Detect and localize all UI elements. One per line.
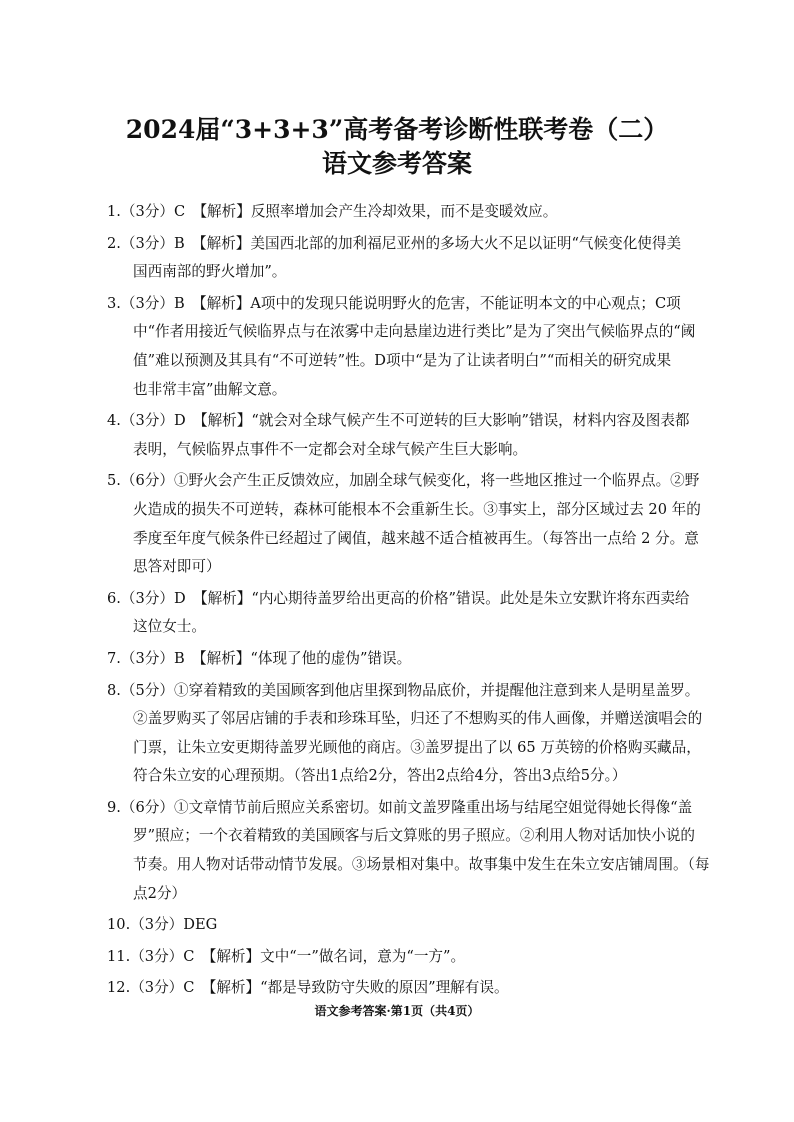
answer-item: [107, 677, 703, 791]
answer-item: [107, 407, 697, 464]
answer-line: 7.（3分）B 【解析】“体现了他的虚伪”错误。: [107, 649, 412, 667]
document-title: 2024届“3+3+3”高考备考诊断性联考卷（二）: [125, 115, 669, 144]
answer-item: [107, 290, 697, 404]
answer-line: 符合朱立安的心理预期。（答出1点给2分，答出2点给4分，答出3点给5分。）: [133, 767, 627, 785]
answer-line: 10.（3分）DEG: [107, 916, 218, 934]
answer-line: 这位女士。: [133, 618, 206, 636]
answer-line: 表明，气候临界点事件不一定都会对全球气候产生巨大影响。: [133, 440, 528, 458]
answer-line: 点2分）: [133, 884, 187, 902]
answer-item: [107, 198, 697, 227]
answer-item: [107, 974, 697, 1003]
answer-line: 节奏。用人物对话带动情节发展。③场景相对集中。故事集中发生在朱立安店铺周围。（每: [133, 856, 710, 874]
answer-line: 12.（3分）C 【解析】“都是导致防守失败的原因”理解有误。: [107, 979, 509, 997]
answer-line: 1.（3分）C 【解析】反照率增加会产生冷却效果，而不是变暖效应。: [107, 203, 558, 220]
answer-line: 中“作者用接近气候临界点与在浓雾中走向悬崖边进行类比”是为了突出气候临界点的“阈: [133, 323, 696, 341]
answer-line: 国西南部的野火增加”。: [133, 263, 287, 281]
answer-line: 门票，让朱立安更期待盖罗光顾他的商店。③盖罗提出了以 65 万英镑的价格购买藏品，: [133, 738, 701, 756]
answer-line: 值”难以预测及其具有“不可逆转”性。D项中“是为了让读者明白”“而相关的研究成果: [133, 351, 672, 369]
answer-item: [107, 794, 710, 908]
answer-line: 6.（3分）D 【解析】“内心期待盖罗给出更高的价格”错误。此处是朱立安默许将东西卖给: [107, 589, 690, 607]
answer-line: 季度至年度气候条件已经超过了阈值，越来越不适合植被再生。（每答出一点给 2 分。意: [133, 529, 699, 547]
answer-line: 8.（5分）①穿着精致的美国顾客到他店里探到物品底价，并提醒他注意到来人是明星盖罗。: [107, 681, 700, 699]
answer-item: [107, 230, 697, 287]
answer-line: 火造成的损失不可逆转，森林可能根本不会重新生长。③事实上，部分区域过去 20 年的: [133, 500, 701, 518]
answer-line: 4.（3分）D 【解析】“就会对全球气候产生不可逆转的巨大影响”错误，材料内容及图表都: [107, 412, 690, 430]
page-footer: 语文参考答案·第1页（共4页）: [314, 1004, 480, 1018]
answer-line: 2.（3分）B 【解析】美国西北部的加利福尼亚州的多场大火不足以证明“气候变化使得美: [107, 234, 682, 252]
answer-line: 11.（3分）C 【解析】文中“一”做名词，意为“一方”。: [107, 947, 466, 965]
answer-item: [107, 645, 697, 674]
answer-item: [107, 911, 697, 940]
answer-item: [107, 943, 697, 972]
answer-line: 也非常丰富”曲解文意。: [133, 380, 287, 398]
answer-list: [107, 198, 710, 1006]
document-subtitle: 语文参考答案: [321, 149, 472, 178]
answer-line: ②盖罗购买了邻居店铺的手表和珍珠耳坠，归还了不想购买的伟人画像，并赠送演唱会的: [133, 710, 703, 728]
answer-line: 思答对即可）: [133, 558, 221, 576]
answer-item: [107, 467, 701, 581]
answer-line: 5.（6分）①野火会产生正反馈效应，加剧全球气候变化，将一些地区推过一个临界点。②野: [107, 472, 700, 490]
answer-line: 罗”照应；一个衣着精致的美国顾客与后文算账的男子照应。②利用人物对话加快小说的: [133, 827, 696, 845]
answer-item: [107, 585, 697, 642]
answer-line: 3.（3分）B 【解析】A项中的发现只能说明野火的危害，不能证明本文的中心观点；C项: [107, 294, 681, 312]
answer-line: 9.（6分）①文章情节前后照应关系密切。如前文盖罗隆重出场与结尾空姐觉得她长得像“盖: [107, 798, 693, 816]
